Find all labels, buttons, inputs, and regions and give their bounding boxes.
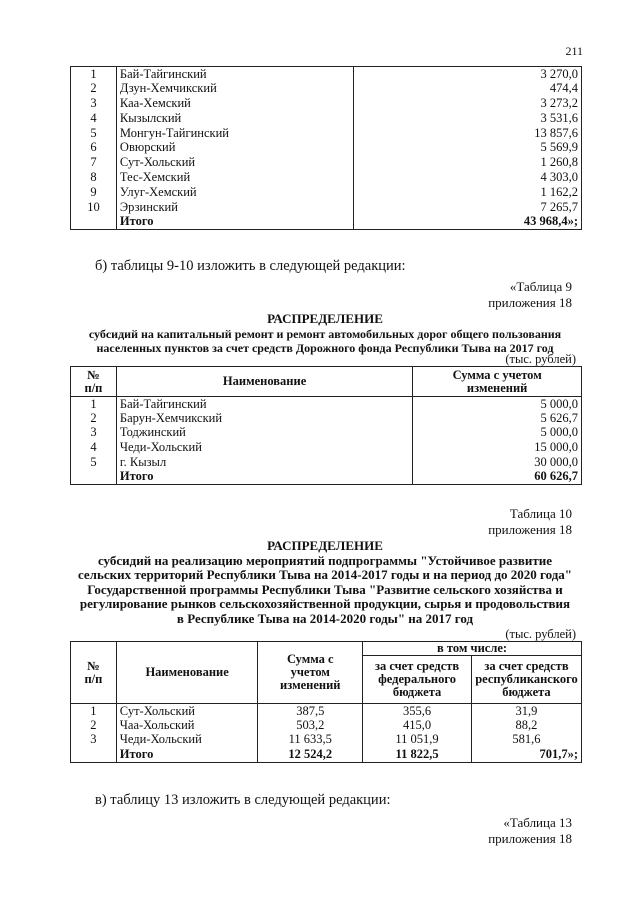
row-sum: 387,5 — [258, 704, 363, 719]
table-row — [71, 440, 582, 455]
row-sum: 3 531,6 — [354, 111, 582, 126]
row-name: Улуг-Хемский — [116, 185, 354, 200]
empty-cell — [71, 214, 117, 229]
table10-head-republic — [471, 656, 581, 704]
table-row — [71, 81, 582, 96]
head-rep3: бюджета — [502, 685, 551, 699]
row-name: Тоджинский — [116, 426, 412, 441]
row-name: Сут-Хольский — [116, 155, 354, 170]
head-sum2: учетом — [290, 665, 330, 679]
row-sum: 5 569,9 — [354, 140, 582, 155]
table10 — [70, 641, 582, 763]
row-sum: 5 000,0 — [413, 426, 582, 441]
row-number: 9 — [71, 185, 117, 200]
row-republic: 88,2 — [471, 718, 581, 733]
row-number: 8 — [71, 170, 117, 185]
head-n1: № — [87, 658, 100, 673]
row-sum: 503,2 — [258, 718, 363, 733]
table9-head-sum — [413, 367, 582, 397]
row-sum: 7 265,7 — [354, 200, 582, 215]
row-name: Кызылский — [116, 111, 354, 126]
total-label: Итого — [116, 214, 354, 229]
table-row — [71, 718, 582, 733]
row-republic: 31,9 — [471, 704, 581, 719]
row-republic: 581,6 — [471, 733, 581, 748]
total-federal: 11 822,5 — [363, 747, 472, 762]
row-sum: 474,4 — [354, 81, 582, 96]
row-sum: 5 000,0 — [413, 397, 582, 412]
row-number: 4 — [71, 440, 117, 455]
total-sum: 43 968,4»; — [354, 214, 582, 229]
head-sum2: изменений — [466, 380, 528, 395]
row-federal: 11 051,9 — [363, 733, 472, 748]
table-row — [71, 426, 582, 441]
table-row — [71, 455, 582, 470]
row-number: 1 — [71, 67, 117, 82]
table-row — [71, 140, 582, 155]
table10-subtitle-line3: Государственной программы Республики Тыва "Развитие сельского хозяйства и — [87, 581, 563, 597]
head-sum3: изменений — [280, 678, 341, 692]
table-row — [71, 126, 582, 141]
row-number: 5 — [71, 455, 117, 470]
row-number: 5 — [71, 126, 117, 141]
table-a — [70, 66, 582, 230]
table10-head-sum — [258, 642, 363, 704]
row-number: 6 — [71, 140, 117, 155]
table-row — [71, 96, 582, 111]
row-name: г. Кызыл — [116, 455, 412, 470]
head-fed2: федерального — [378, 672, 456, 686]
head-n1: № — [87, 367, 100, 382]
table-row — [71, 200, 582, 215]
row-sum: 15 000,0 — [413, 440, 582, 455]
total-label: Итого — [116, 469, 412, 484]
table-row — [71, 170, 582, 185]
table-row — [71, 397, 582, 412]
paragraph-c: в) таблицу 13 изложить в следующей редакции: — [95, 792, 391, 808]
row-name: Эрзинский — [116, 200, 354, 215]
table10-note-line2: приложения 18 — [488, 522, 572, 537]
table10-title: РАСПРЕДЕЛЕНИЕ — [267, 538, 383, 553]
row-sum: 1 162,2 — [354, 185, 582, 200]
empty-cell — [71, 747, 117, 762]
row-number: 10 — [71, 200, 117, 215]
row-number: 2 — [71, 411, 117, 426]
table-row — [71, 155, 582, 170]
total-row — [71, 747, 582, 762]
table-row — [71, 704, 582, 719]
row-name: Овюрский — [116, 140, 354, 155]
table9-title: РАСПРЕДЕЛЕНИЕ — [267, 311, 383, 326]
head-fed1: за счет средств — [374, 659, 460, 673]
head-n2: п/п — [84, 380, 103, 395]
row-number: 7 — [71, 155, 117, 170]
row-number: 2 — [71, 718, 117, 733]
table9-subtitle-line1: субсидий на капитальный ремонт и ремонт автомобильных дорог общего пользования — [88, 326, 562, 341]
row-federal: 415,0 — [363, 718, 472, 733]
table9-note-line1: «Таблица 9 — [509, 279, 572, 294]
head-fed3: бюджета — [392, 685, 442, 699]
table-row — [71, 411, 582, 426]
table13-note — [488, 815, 572, 847]
table13-note-line1: «Таблица 13 — [503, 815, 572, 830]
row-sum: 3 273,2 — [354, 96, 582, 111]
row-sum: 4 303,0 — [354, 170, 582, 185]
table10-note-line1: Таблица 10 — [509, 506, 572, 521]
total-row — [71, 469, 582, 484]
table9-title-block — [60, 312, 590, 356]
row-name: Чеди-Хольский — [116, 440, 412, 455]
table9-head-number — [71, 367, 117, 397]
table-row — [71, 111, 582, 126]
total-label: Итого — [116, 747, 258, 762]
total-sum: 60 626,7 — [413, 469, 582, 484]
row-number: 3 — [71, 426, 117, 441]
table9-subtitle-line2: населенных пунктов за счет средств Дорожного фонда Республики Тыва на 2017 год — [96, 341, 554, 355]
row-sum: 13 857,6 — [354, 126, 582, 141]
table10-head-including: в том числе: — [363, 642, 582, 656]
row-sum: 30 000,0 — [413, 455, 582, 470]
table10-note — [488, 506, 572, 538]
table-row — [71, 67, 582, 82]
paragraph-b: б) таблицы 9-10 изложить в следующей редакции: — [95, 258, 406, 274]
row-sum: 3 270,0 — [354, 67, 582, 82]
row-name: Тес-Хемский — [116, 170, 354, 185]
table10-subtitle-line4: регулирование рынков сельскохозяйственной продукции, сырья и продовольствия — [79, 596, 571, 611]
row-number: 1 — [71, 397, 117, 412]
table9 — [70, 366, 582, 485]
row-number: 3 — [71, 96, 117, 111]
row-name: Сут-Хольский — [116, 704, 258, 719]
table10-subtitle-line2: сельских территорий Республики Тыва на 2014-2017 годы и на период до 2020 года" — [77, 567, 573, 582]
row-number: 1 — [71, 704, 117, 719]
row-name: Бай-Тайгинский — [116, 67, 354, 82]
row-name: Монгун-Тайгинский — [116, 126, 354, 141]
table10-unit: (тыс. рублей) — [505, 627, 576, 641]
table10-head-number — [71, 642, 117, 704]
row-number: 4 — [71, 111, 117, 126]
table10-head-federal — [363, 656, 472, 704]
row-number: 3 — [71, 733, 117, 748]
table9-note-line2: приложения 18 — [488, 295, 572, 310]
page-number: 211 — [565, 44, 583, 58]
table-row — [71, 185, 582, 200]
row-sum: 11 633,5 — [258, 733, 363, 748]
table-row — [71, 733, 582, 748]
row-federal: 355,6 — [363, 704, 472, 719]
row-name: Чеди-Хольский — [116, 733, 258, 748]
table13-note-line2: приложения 18 — [488, 831, 572, 846]
row-name: Барун-Хемчикский — [116, 411, 412, 426]
head-rep2: республиканского — [475, 672, 578, 686]
table10-subtitle-line1: субсидий на реализацию мероприятий подпрограммы "Устойчивое развитие — [97, 552, 553, 568]
row-name: Бай-Тайгинский — [116, 397, 412, 412]
total-republic: 701,7»; — [471, 747, 581, 762]
total-sum: 12 524,2 — [258, 747, 363, 762]
head-rep1: за счет средств — [484, 659, 569, 673]
row-name: Каа-Хемский — [116, 96, 354, 111]
empty-cell — [71, 469, 117, 484]
head-n2: п/п — [84, 671, 103, 686]
total-row — [71, 214, 582, 229]
row-name: Дзун-Хемчикский — [116, 81, 354, 96]
table10-head-name: Наименование — [116, 642, 258, 704]
row-sum: 5 626,7 — [413, 411, 582, 426]
row-number: 2 — [71, 81, 117, 96]
table9-head-name: Наименование — [116, 367, 412, 397]
row-name: Чаа-Хольский — [116, 718, 258, 733]
table10-subtitle-line5: в Республике Тыва на 2014-2020 годы" на 2017 год — [176, 610, 474, 626]
head-sum1: Сумма с — [286, 652, 334, 666]
table9-note — [488, 279, 572, 311]
row-sum: 1 260,8 — [354, 155, 582, 170]
table10-title-block — [60, 539, 590, 626]
table9-unit: (тыс. рублей) — [505, 352, 576, 366]
head-sum1: Сумма с учетом — [452, 367, 542, 382]
